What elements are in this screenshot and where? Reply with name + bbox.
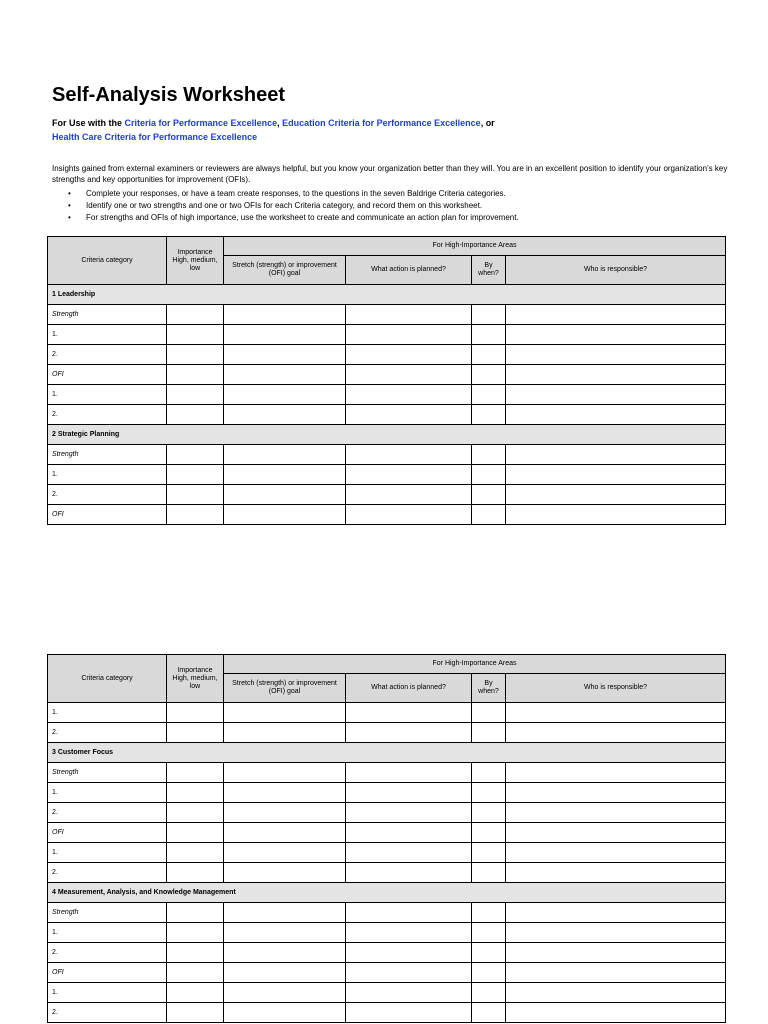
stretch-goal-cell[interactable] bbox=[224, 465, 346, 485]
stretch-goal-cell[interactable] bbox=[224, 505, 346, 525]
subsection-row bbox=[48, 903, 726, 923]
action-planned-header: What action is planned? bbox=[346, 256, 472, 285]
responsible-cell[interactable] bbox=[506, 783, 726, 803]
row-label: 2. bbox=[48, 723, 167, 743]
stretch-goal-cell[interactable] bbox=[224, 783, 346, 803]
stretch-goal-cell[interactable] bbox=[224, 445, 346, 465]
by-when-cell[interactable] bbox=[472, 843, 506, 863]
importance-cell[interactable] bbox=[167, 325, 224, 345]
action-planned-cell[interactable] bbox=[346, 943, 472, 963]
importance-cell[interactable] bbox=[167, 803, 224, 823]
stretch-goal-cell[interactable] bbox=[224, 763, 346, 783]
responsible-cell[interactable] bbox=[506, 863, 726, 883]
entry-row bbox=[48, 385, 726, 405]
row-label: 2. bbox=[48, 803, 167, 823]
responsible-cell[interactable] bbox=[506, 703, 726, 723]
worksheet-table-2 bbox=[47, 654, 726, 1023]
action-planned-cell[interactable] bbox=[346, 1003, 472, 1023]
importance-cell[interactable] bbox=[167, 305, 224, 325]
action-planned-cell[interactable] bbox=[346, 445, 472, 465]
by-when-cell[interactable] bbox=[472, 345, 506, 365]
responsible-cell[interactable] bbox=[506, 763, 726, 783]
by-when-cell[interactable] bbox=[472, 763, 506, 783]
importance-cell[interactable] bbox=[167, 723, 224, 743]
category-section-label: 3 Customer Focus bbox=[48, 743, 726, 763]
by-when-cell[interactable] bbox=[472, 963, 506, 983]
responsible-cell[interactable] bbox=[506, 385, 726, 405]
stretch-goal-cell[interactable] bbox=[224, 803, 346, 823]
importance-cell[interactable] bbox=[167, 345, 224, 365]
by-when-cell[interactable] bbox=[472, 723, 506, 743]
row-label: 1. bbox=[48, 783, 167, 803]
responsible-cell[interactable] bbox=[506, 485, 726, 505]
action-planned-cell[interactable] bbox=[346, 703, 472, 723]
responsible-cell[interactable] bbox=[506, 823, 726, 843]
criteria-category-header: Criteria category bbox=[48, 655, 167, 703]
action-planned-cell[interactable] bbox=[346, 365, 472, 385]
action-planned-cell[interactable] bbox=[346, 465, 472, 485]
responsible-header: Who is responsible? bbox=[506, 674, 726, 703]
by-when-cell[interactable] bbox=[472, 863, 506, 883]
responsible-cell[interactable] bbox=[506, 723, 726, 743]
responsible-cell[interactable] bbox=[506, 903, 726, 923]
worksheet-table-2-body bbox=[48, 703, 726, 1023]
row-label: 1. bbox=[48, 983, 167, 1003]
stretch-goal-cell[interactable] bbox=[224, 1003, 346, 1023]
category-section-row bbox=[48, 425, 726, 445]
worksheet-table-1-body bbox=[48, 285, 726, 525]
action-planned-cell[interactable] bbox=[346, 305, 472, 325]
responsible-cell[interactable] bbox=[506, 465, 726, 485]
by-when-cell[interactable] bbox=[472, 305, 506, 325]
row-label: Strength bbox=[48, 763, 167, 783]
high-importance-group-header: For High-Importance Areas bbox=[224, 655, 726, 674]
row-label: Strength bbox=[48, 445, 167, 465]
responsible-cell[interactable] bbox=[506, 305, 726, 325]
page-title: Self-Analysis Worksheet bbox=[52, 84, 286, 106]
by-when-cell[interactable] bbox=[472, 943, 506, 963]
action-planned-cell[interactable] bbox=[346, 723, 472, 743]
row-label: 1. bbox=[48, 923, 167, 943]
responsible-cell[interactable] bbox=[506, 803, 726, 823]
importance-cell[interactable] bbox=[167, 1003, 224, 1023]
entry-row bbox=[48, 943, 726, 963]
category-section-label: 2 Strategic Planning bbox=[48, 425, 726, 445]
subsection-row bbox=[48, 823, 726, 843]
category-section-row bbox=[48, 285, 726, 305]
subtitle-separator: , bbox=[277, 118, 283, 128]
entry-row bbox=[48, 325, 726, 345]
importance-header: Importance High, medium, low bbox=[167, 655, 224, 703]
by-when-cell[interactable] bbox=[472, 445, 506, 465]
by-when-cell[interactable] bbox=[472, 983, 506, 1003]
by-when-cell[interactable] bbox=[472, 803, 506, 823]
row-label: Strength bbox=[48, 305, 167, 325]
responsible-cell[interactable] bbox=[506, 923, 726, 943]
action-planned-header: What action is planned? bbox=[346, 674, 472, 703]
row-label: 1. bbox=[48, 385, 167, 405]
importance-cell[interactable] bbox=[167, 903, 224, 923]
by-when-cell[interactable] bbox=[472, 923, 506, 943]
importance-cell[interactable] bbox=[167, 405, 224, 425]
stretch-goal-cell[interactable] bbox=[224, 823, 346, 843]
importance-cell[interactable] bbox=[167, 445, 224, 465]
stretch-goal-cell[interactable] bbox=[224, 485, 346, 505]
subsection-row bbox=[48, 445, 726, 465]
high-importance-group-header: For High-Importance Areas bbox=[224, 237, 726, 256]
action-planned-cell[interactable] bbox=[346, 923, 472, 943]
importance-cell[interactable] bbox=[167, 823, 224, 843]
subtitle-prefix: For Use with the bbox=[52, 118, 125, 128]
instruction-item: • Complete your responses, or have a team create responses, to the questions in the seven Baldrige Criteria categories. bbox=[52, 188, 712, 200]
by-when-cell[interactable] bbox=[472, 465, 506, 485]
by-when-cell[interactable] bbox=[472, 505, 506, 525]
subtitle-or: , or bbox=[480, 118, 495, 128]
by-when-cell[interactable] bbox=[472, 365, 506, 385]
importance-cell[interactable] bbox=[167, 843, 224, 863]
row-label: 1. bbox=[48, 843, 167, 863]
row-label: OFI bbox=[48, 505, 167, 525]
entry-row bbox=[48, 863, 726, 883]
action-planned-cell[interactable] bbox=[346, 783, 472, 803]
by-when-header: By when? bbox=[472, 256, 506, 285]
subsection-row bbox=[48, 763, 726, 783]
category-section-row bbox=[48, 743, 726, 763]
responsible-cell[interactable] bbox=[506, 1003, 726, 1023]
importance-cell[interactable] bbox=[167, 983, 224, 1003]
importance-cell[interactable] bbox=[167, 485, 224, 505]
stretch-goal-cell[interactable] bbox=[224, 843, 346, 863]
stretch-goal-cell[interactable] bbox=[224, 345, 346, 365]
entry-row bbox=[48, 923, 726, 943]
subsection-row bbox=[48, 505, 726, 525]
health-care-criteria-link[interactable]: Health Care Criteria for Performance Excellence bbox=[52, 132, 258, 142]
instruction-item: • Identify one or two strengths and one or two OFIs for each Criteria category, and record them on this worksheet. bbox=[52, 200, 712, 212]
category-section-label: 1 Leadership bbox=[48, 285, 726, 305]
entry-row bbox=[48, 465, 726, 485]
entry-row bbox=[48, 803, 726, 823]
entry-row bbox=[48, 843, 726, 863]
row-label: Strength bbox=[48, 903, 167, 923]
action-planned-cell[interactable] bbox=[346, 345, 472, 365]
action-planned-cell[interactable] bbox=[346, 505, 472, 525]
subsection-row bbox=[48, 305, 726, 325]
importance-cell[interactable] bbox=[167, 465, 224, 485]
criteria-link[interactable]: Criteria for Performance Excellence bbox=[124, 118, 278, 128]
row-label: 1. bbox=[48, 325, 167, 345]
importance-header: Importance High, medium, low bbox=[167, 237, 224, 285]
stretch-goal-cell[interactable] bbox=[224, 983, 346, 1003]
row-label: OFI bbox=[48, 365, 167, 385]
instruction-item: • For strengths and OFIs of high importance, use the worksheet to create and communicate an action plan for improvement. bbox=[52, 212, 712, 224]
row-label: 2. bbox=[48, 1003, 167, 1023]
by-when-cell[interactable] bbox=[472, 903, 506, 923]
importance-cell[interactable] bbox=[167, 505, 224, 525]
importance-cell[interactable] bbox=[167, 943, 224, 963]
action-planned-cell[interactable] bbox=[346, 823, 472, 843]
row-label: 2. bbox=[48, 345, 167, 365]
by-when-cell[interactable] bbox=[472, 1003, 506, 1023]
entry-row bbox=[48, 783, 726, 803]
stretch-goal-cell[interactable] bbox=[224, 305, 346, 325]
stretch-goal-header: Stretch (strength) or improvement (OFI) goal bbox=[224, 674, 346, 703]
by-when-header: By when? bbox=[472, 674, 506, 703]
entry-row bbox=[48, 345, 726, 365]
by-when-cell[interactable] bbox=[472, 823, 506, 843]
row-label: 2. bbox=[48, 485, 167, 505]
action-planned-cell[interactable] bbox=[346, 903, 472, 923]
responsible-cell[interactable] bbox=[506, 943, 726, 963]
stretch-goal-cell[interactable] bbox=[224, 405, 346, 425]
stretch-goal-cell[interactable] bbox=[224, 963, 346, 983]
action-planned-cell[interactable] bbox=[346, 385, 472, 405]
action-planned-cell[interactable] bbox=[346, 803, 472, 823]
responsible-cell[interactable] bbox=[506, 345, 726, 365]
by-when-cell[interactable] bbox=[472, 783, 506, 803]
instruction-list bbox=[52, 188, 712, 224]
importance-cell[interactable] bbox=[167, 365, 224, 385]
action-planned-cell[interactable] bbox=[346, 485, 472, 505]
row-label: 2. bbox=[48, 405, 167, 425]
subsection-row bbox=[48, 963, 726, 983]
entry-row bbox=[48, 405, 726, 425]
responsible-header: Who is responsible? bbox=[506, 256, 726, 285]
intro-paragraph: Insights gained from external examiners or reviewers are always helpful, but you know your organization better than they will. You are in an excellent position to identify your organization’s key strengths and key opportunities for improvement (OFIs). bbox=[52, 164, 728, 184]
importance-cell[interactable] bbox=[167, 763, 224, 783]
stretch-goal-cell[interactable] bbox=[224, 723, 346, 743]
by-when-cell[interactable] bbox=[472, 485, 506, 505]
importance-cell[interactable] bbox=[167, 923, 224, 943]
row-label: OFI bbox=[48, 963, 167, 983]
stretch-goal-header: Stretch (strength) or improvement (OFI) goal bbox=[224, 256, 346, 285]
stretch-goal-cell[interactable] bbox=[224, 325, 346, 345]
responsible-cell[interactable] bbox=[506, 843, 726, 863]
row-label: 2. bbox=[48, 943, 167, 963]
row-label: OFI bbox=[48, 823, 167, 843]
responsible-cell[interactable] bbox=[506, 505, 726, 525]
by-when-cell[interactable] bbox=[472, 385, 506, 405]
importance-cell[interactable] bbox=[167, 385, 224, 405]
stretch-goal-cell[interactable] bbox=[224, 903, 346, 923]
responsible-cell[interactable] bbox=[506, 963, 726, 983]
responsible-cell[interactable] bbox=[506, 325, 726, 345]
stretch-goal-cell[interactable] bbox=[224, 863, 346, 883]
row-label: 1. bbox=[48, 465, 167, 485]
action-planned-cell[interactable] bbox=[346, 405, 472, 425]
education-criteria-link[interactable]: Education Criteria for Performance Excellence bbox=[282, 118, 481, 128]
action-planned-cell[interactable] bbox=[346, 763, 472, 783]
by-when-cell[interactable] bbox=[472, 703, 506, 723]
importance-cell[interactable] bbox=[167, 963, 224, 983]
worksheet-table-1 bbox=[47, 236, 726, 525]
category-section-label: 4 Measurement, Analysis, and Knowledge Management bbox=[48, 883, 726, 903]
importance-cell[interactable] bbox=[167, 703, 224, 723]
stretch-goal-cell[interactable] bbox=[224, 703, 346, 723]
action-planned-cell[interactable] bbox=[346, 963, 472, 983]
importance-cell[interactable] bbox=[167, 863, 224, 883]
stretch-goal-cell[interactable] bbox=[224, 923, 346, 943]
stretch-goal-cell[interactable] bbox=[224, 943, 346, 963]
action-planned-cell[interactable] bbox=[346, 983, 472, 1003]
category-section-row bbox=[48, 883, 726, 903]
responsible-cell[interactable] bbox=[506, 445, 726, 465]
criteria-category-header: Criteria category bbox=[48, 237, 167, 285]
action-planned-cell[interactable] bbox=[346, 863, 472, 883]
responsible-cell[interactable] bbox=[506, 405, 726, 425]
by-when-cell[interactable] bbox=[472, 405, 506, 425]
action-planned-cell[interactable] bbox=[346, 325, 472, 345]
responsible-cell[interactable] bbox=[506, 365, 726, 385]
entry-row bbox=[48, 983, 726, 1003]
importance-cell[interactable] bbox=[167, 783, 224, 803]
by-when-cell[interactable] bbox=[472, 325, 506, 345]
stretch-goal-cell[interactable] bbox=[224, 365, 346, 385]
entry-row bbox=[48, 485, 726, 505]
stretch-goal-cell[interactable] bbox=[224, 385, 346, 405]
action-planned-cell[interactable] bbox=[346, 843, 472, 863]
row-label: 1. bbox=[48, 703, 167, 723]
responsible-cell[interactable] bbox=[506, 983, 726, 1003]
entry-row bbox=[48, 703, 726, 723]
subtitle bbox=[52, 116, 712, 144]
entry-row bbox=[48, 1003, 726, 1023]
row-label: 2. bbox=[48, 863, 167, 883]
entry-row bbox=[48, 723, 726, 743]
subsection-row bbox=[48, 365, 726, 385]
